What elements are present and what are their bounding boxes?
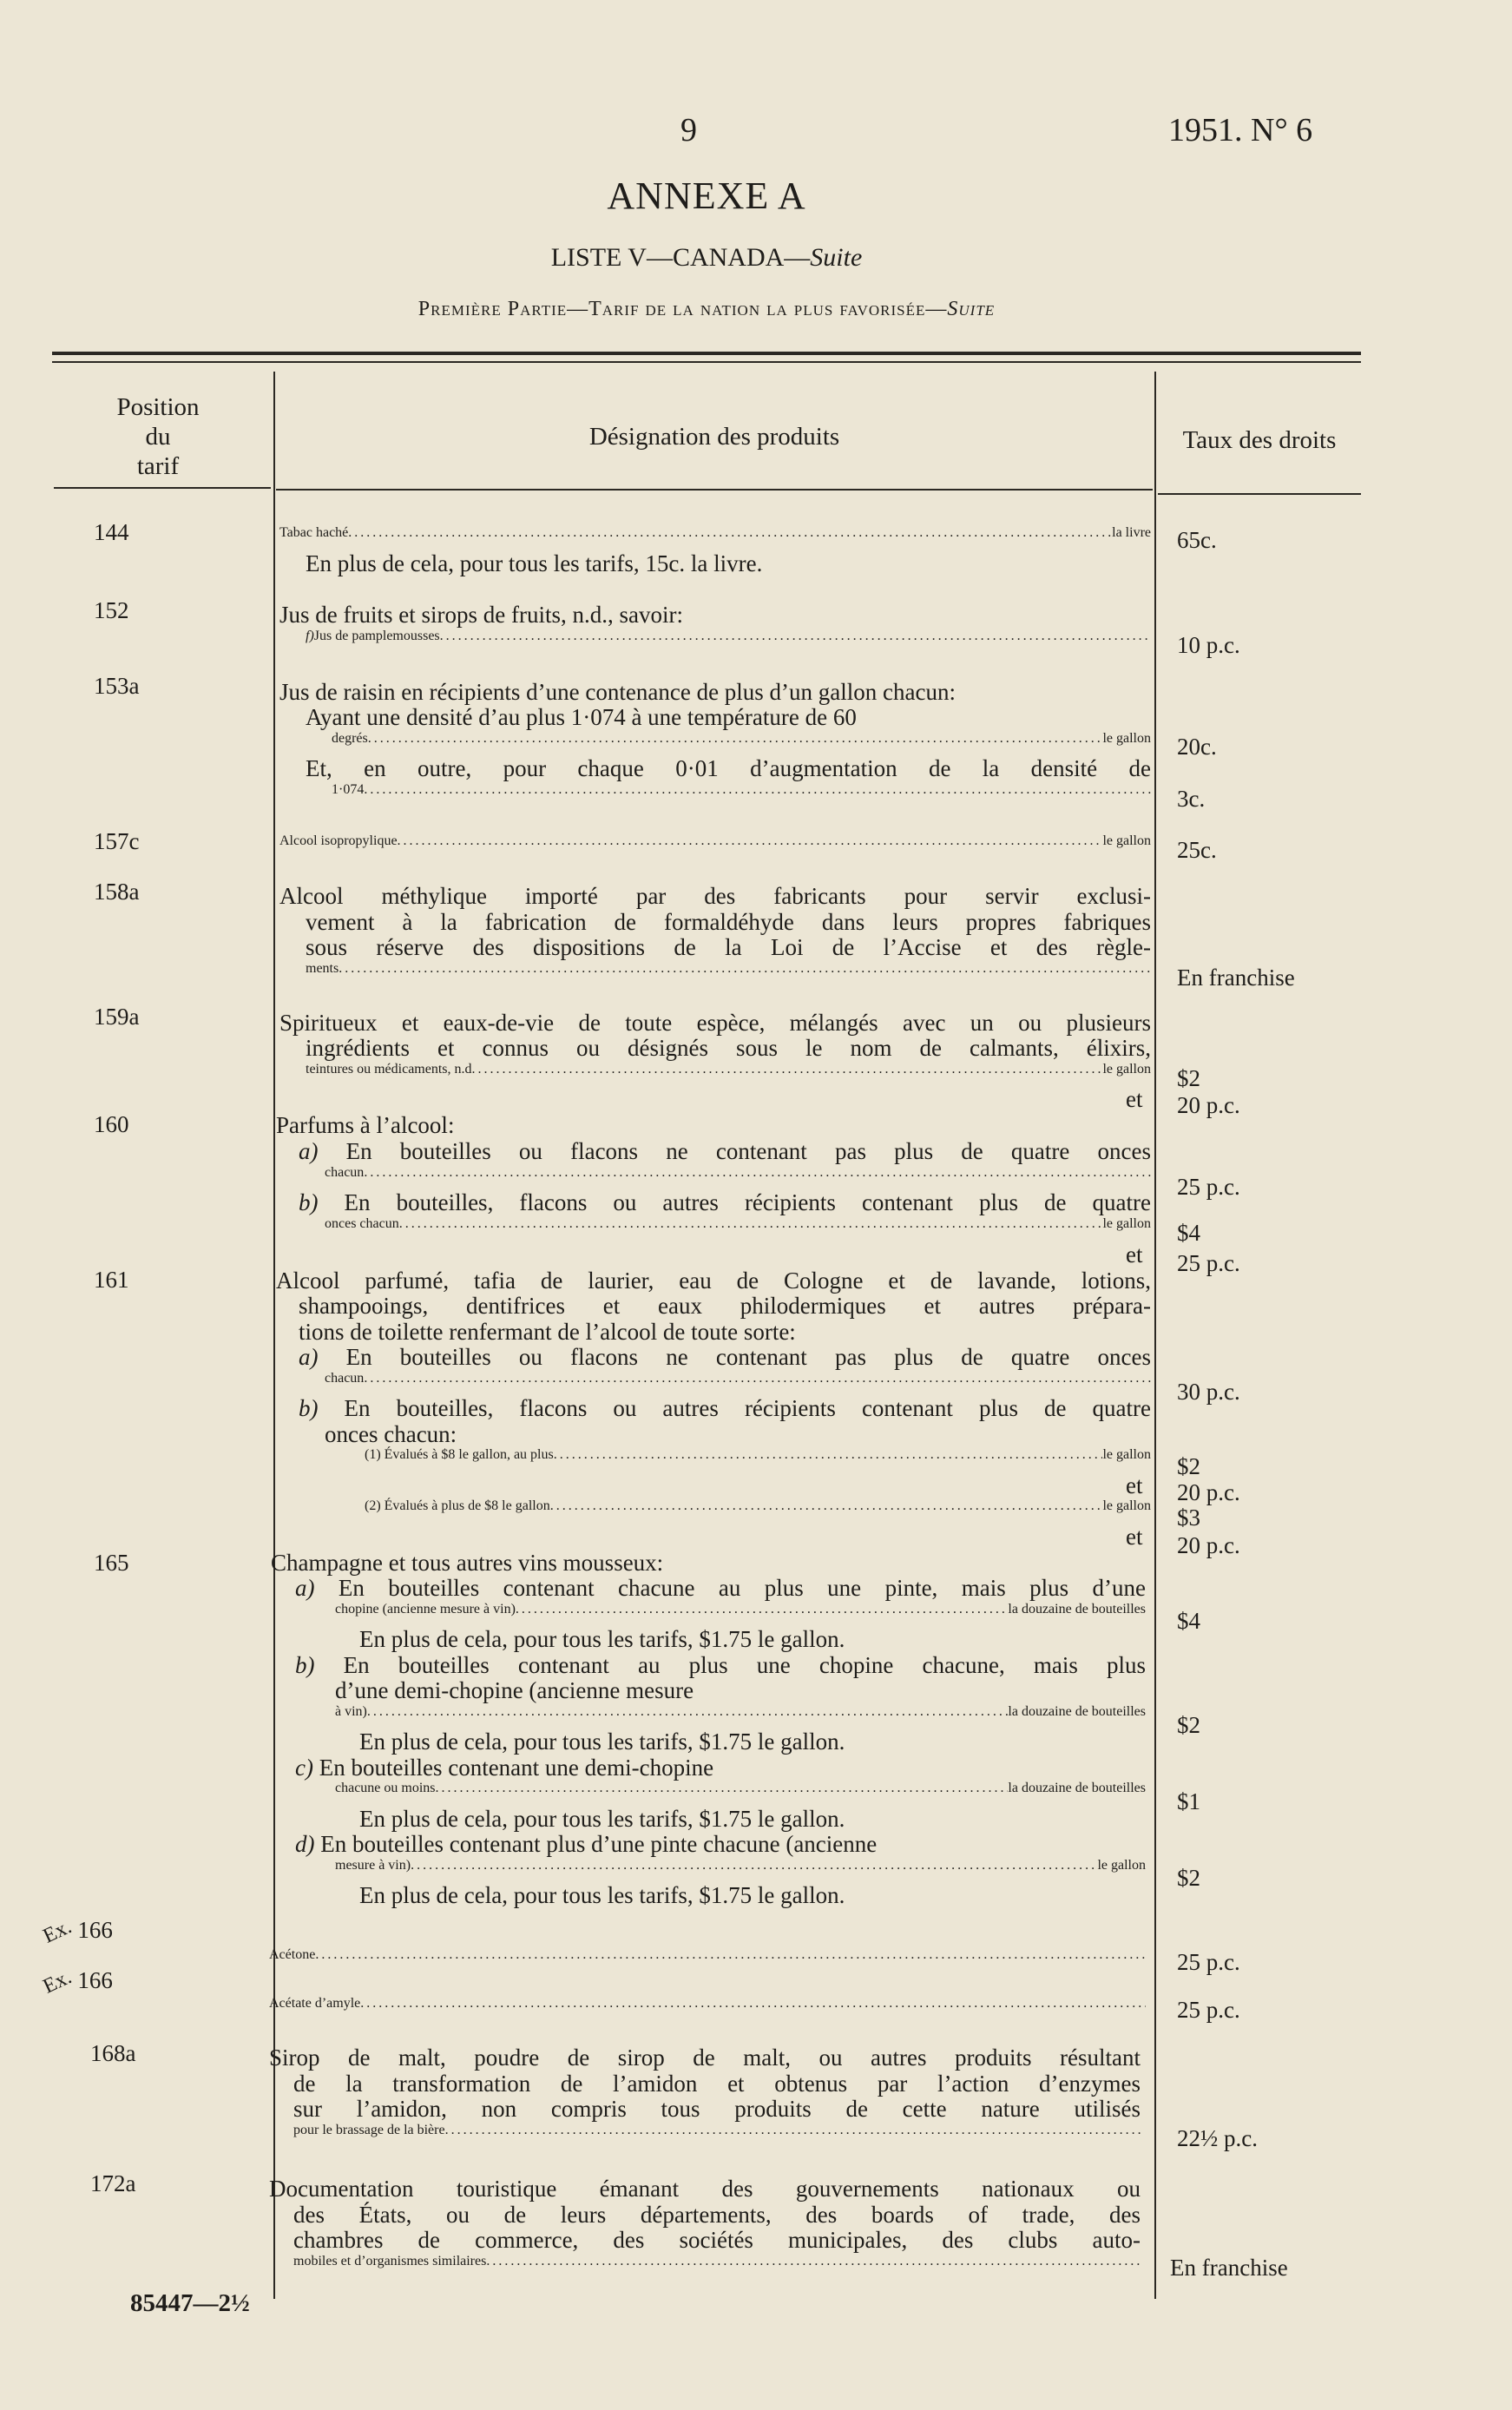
position-152: 152 xyxy=(94,597,129,623)
designation-text: onces chacun: xyxy=(325,1421,457,1447)
designation-text: Ayant une densité d’au plus 1·074 à une température de 60 xyxy=(306,704,857,730)
designation-et: et xyxy=(1126,1086,1143,1112)
designation-text: Sirop de malt, poudre de sirop de malt, ou autres produits résultant xyxy=(269,2045,1141,2071)
designation-text: degrés xyxy=(332,731,368,746)
rate-166-a: 25 p.c. xyxy=(1177,1949,1240,1975)
rate-160-b2: 25 p.c. xyxy=(1177,1250,1240,1276)
designation-unit: le gallon xyxy=(1097,1858,1146,1873)
leader-dots xyxy=(364,782,1151,798)
liste-suite: Suite xyxy=(810,243,863,272)
rate-161-s1a: $2 xyxy=(1177,1453,1200,1479)
item-label: b) xyxy=(295,1652,315,1678)
designation-text: En bouteilles ou flacons ne contenant pas plus de quatre onces xyxy=(318,1344,1151,1370)
designation-text: chambres de commerce, des sociétés municipales, des clubs auto- xyxy=(293,2227,1141,2253)
position-161: 161 xyxy=(94,1267,129,1293)
rate-153a-1: 20c. xyxy=(1177,734,1217,760)
leader-dots xyxy=(367,1704,1009,1720)
designation-text: En bouteilles contenant plus d’une pinte chacune (ancienne xyxy=(314,1831,878,1857)
position-158a: 158a xyxy=(94,879,140,905)
position-144: 144 xyxy=(94,519,129,545)
designation-text: chacune ou moins xyxy=(335,1781,436,1795)
item-label: f) xyxy=(306,629,314,643)
item-label: c) xyxy=(295,1755,313,1781)
annex-title: ANNEXE A xyxy=(607,174,806,217)
designation-line xyxy=(325,1165,1151,1191)
designation-text: mesure à vin) xyxy=(335,1858,411,1873)
designation-text: d’une demi-chopine (ancienne mesure xyxy=(335,1677,694,1703)
designation-heading: Jus de fruits et sirops de fruits, n.d., savoir: xyxy=(279,602,683,628)
designation-line xyxy=(335,1602,1146,1628)
leader-dots xyxy=(445,2123,1141,2138)
designation-text: chopine (ancienne mesure à vin) xyxy=(335,1602,516,1617)
position-line-2: du xyxy=(145,423,171,451)
leader-dots xyxy=(411,1858,1097,1873)
partie-text: Première Partie—Tarif de la nation la plus favorisée— xyxy=(417,298,948,320)
rate-161-a: 30 p.c. xyxy=(1177,1379,1240,1405)
rate-165-d: $2 xyxy=(1177,1865,1200,1891)
leader-dots xyxy=(486,2254,1141,2269)
designation-heading: Jus de raisin en récipients d’une contenance de plus d’un gallon chacun: xyxy=(279,679,956,705)
leader-dots xyxy=(339,961,1151,977)
designation-note: En plus de cela, pour tous les tarifs, $1.75 le gallon. xyxy=(359,1728,845,1755)
rate-159a-1: $2 xyxy=(1177,1065,1200,1091)
designation-et: et xyxy=(1126,1241,1143,1268)
designation-text: pour le brassage de la bière xyxy=(293,2123,445,2137)
top-rule-thin xyxy=(52,361,1361,363)
designation-text: Alcool isopropylique xyxy=(279,833,398,848)
designation-subitem-b xyxy=(295,1653,1146,1679)
designation-unit: la douzaine de bouteilles xyxy=(1008,1602,1146,1617)
designation-text: Alcool parfumé, tafia de laurier, eau de Cologne et de lavande, lotions, xyxy=(276,1268,1151,1294)
rate-158a: En franchise xyxy=(1177,965,1295,991)
rate-165-c: $1 xyxy=(1177,1788,1200,1814)
rate-161-s1b: 20 p.c. xyxy=(1177,1479,1240,1505)
column-header-designation: Désignation des produits xyxy=(588,423,840,451)
rate-144: 65c. xyxy=(1177,527,1217,553)
designation-text: En bouteilles contenant chacune au plus une pinte, mais plus d’une xyxy=(314,1575,1146,1601)
header-rule-taux xyxy=(1158,493,1361,495)
rate-161-s2b: 20 p.c. xyxy=(1177,1532,1240,1558)
rate-172a: En franchise xyxy=(1170,2255,1288,2281)
designation-line xyxy=(325,1216,1151,1242)
rate-161-s2a: $3 xyxy=(1177,1505,1200,1531)
designation-subitem-b xyxy=(299,1190,1151,1216)
designation-subitem-b xyxy=(299,1396,1151,1422)
designation-text: En bouteilles contenant au plus une chopine chacune, mais plus xyxy=(314,1652,1146,1678)
leader-dots xyxy=(348,525,1112,541)
designation-text: chacun xyxy=(325,1371,365,1386)
designation-text: Et, en outre, pour chaque 0·01 d’augmentation de la densité de xyxy=(306,755,1151,781)
leader-dots xyxy=(360,1996,1146,2012)
designation-line xyxy=(269,1947,1146,1973)
ex-marker: Ex. xyxy=(39,1915,76,1948)
year-number: 1951. N° 6 xyxy=(1168,112,1313,148)
designation-et: et xyxy=(1126,1472,1143,1498)
designation-text: Acétate d’amyle xyxy=(269,1996,361,2011)
designation-text: Tabac haché xyxy=(279,525,349,540)
liste-title xyxy=(0,243,1413,273)
designation-line xyxy=(293,2254,1141,2280)
rate-165-b: $2 xyxy=(1177,1712,1200,1738)
designation-et: et xyxy=(1126,1524,1143,1550)
position-line-3: tarif xyxy=(136,452,180,480)
designation-text: à vin) xyxy=(335,1704,367,1719)
partie-title xyxy=(0,298,1413,321)
designation-text: En bouteilles, flacons ou autres récipients contenant plus de quatre xyxy=(318,1189,1151,1215)
position-number: 166 xyxy=(77,1917,113,1943)
designation-unit: la douzaine de bouteilles xyxy=(1008,1704,1146,1719)
item-label: a) xyxy=(295,1575,315,1601)
page-number: 9 xyxy=(680,112,697,148)
designation-subitem-d xyxy=(295,1832,877,1858)
rate-166-b: 25 p.c. xyxy=(1177,1997,1240,2023)
designation-text: Spiritueux et eaux-de-vie de toute espèce, mélangés avec un ou plusieurs xyxy=(279,1010,1151,1036)
position-159a: 159a xyxy=(94,1004,140,1030)
liste-text: LISTE V—CANADA— xyxy=(550,243,811,272)
designation-unit: le gallon xyxy=(1102,1216,1151,1231)
designation-unit: la douzaine de bouteilles xyxy=(1008,1781,1146,1795)
leader-dots xyxy=(550,1498,1103,1514)
designation-subitem-a xyxy=(295,1576,1146,1602)
designation-line xyxy=(335,1704,1146,1730)
designation-text: En bouteilles, flacons ou autres récipients contenant plus de quatre xyxy=(318,1395,1151,1421)
designation-unit: le gallon xyxy=(1102,1498,1151,1513)
designation-text: teintures ou médicaments, n.d xyxy=(306,1062,472,1077)
leader-dots xyxy=(315,1947,1146,1963)
designation-line xyxy=(335,1858,1146,1884)
header-rule-designation xyxy=(276,489,1153,491)
leader-dots xyxy=(399,1216,1103,1232)
designation-heading: Parfums à l’alcool: xyxy=(276,1112,455,1138)
designation-text: des États, ou de leurs départements, des boards of trade, des xyxy=(293,2202,1141,2228)
designation-unit: le gallon xyxy=(1102,731,1151,746)
ex-marker: Ex. xyxy=(39,1966,76,1998)
position-172a: 172a xyxy=(90,2170,136,2196)
position-ex-166-a xyxy=(39,1915,113,1948)
designation-line xyxy=(332,731,1151,757)
designation-line xyxy=(365,1498,1151,1524)
rate-160-a: 25 p.c. xyxy=(1177,1174,1240,1200)
column-header-position xyxy=(62,392,253,481)
designation-text: En bouteilles contenant une demi-chopine xyxy=(312,1755,714,1781)
rate-152: 10 p.c. xyxy=(1177,632,1240,658)
designation-line xyxy=(293,2123,1141,2149)
designation-text: de la transformation de l’amidon et obtenus par l’action d’enzymes xyxy=(293,2071,1141,2097)
rate-159a-2: 20 p.c. xyxy=(1177,1092,1240,1118)
designation-line xyxy=(269,1996,1146,2022)
designation-unit: le gallon xyxy=(1102,1062,1151,1077)
position-153a: 153a xyxy=(94,673,140,699)
designation-note: En plus de cela, pour tous les tarifs, $1.75 le gallon. xyxy=(359,1806,845,1832)
designation-line xyxy=(306,1062,1151,1088)
designation-text: onces chacun xyxy=(325,1216,399,1231)
position-number: 166 xyxy=(77,1967,113,1993)
leader-dots xyxy=(554,1447,1103,1463)
designation-text: shampooings, dentifrices et eaux philodermiques et autres prépara- xyxy=(299,1293,1151,1319)
rate-168a: 22½ p.c. xyxy=(1177,2125,1258,2151)
designation-text: vement à la fabrication de formaldéhyde dans leurs propres fabriques xyxy=(306,909,1151,935)
rate-157c: 25c. xyxy=(1177,837,1217,863)
leader-dots xyxy=(364,1165,1151,1181)
rate-165-a: $4 xyxy=(1177,1608,1200,1634)
designation-unit: la livre xyxy=(1112,525,1151,540)
designation-line xyxy=(335,1781,1146,1807)
designation-text: chacun xyxy=(325,1165,365,1180)
designation-text: ingrédients et connus ou désignés sous le nom de calmants, élixirs, xyxy=(306,1035,1151,1061)
rate-160-b1: $4 xyxy=(1177,1220,1200,1246)
leader-dots xyxy=(364,1371,1151,1386)
footer-print-code: 85447—2½ xyxy=(130,2289,250,2317)
position-165: 165 xyxy=(94,1550,129,1576)
designation-text: Alcool méthylique importé par des fabricants pour servir exclusi- xyxy=(279,883,1151,909)
position-168a: 168a xyxy=(90,2040,136,2066)
designation-line xyxy=(279,525,1151,551)
partie-suite: Suite xyxy=(947,298,996,320)
designation-text: mobiles et d’organismes similaires xyxy=(293,2254,487,2268)
designation-text: Acétone xyxy=(269,1947,316,1962)
designation-text: (1) Évalués à $8 le gallon, au plus xyxy=(365,1447,554,1462)
designation-text: ments xyxy=(306,961,339,976)
designation-line xyxy=(279,833,1151,859)
leader-dots xyxy=(368,731,1103,747)
designation-subitem-c xyxy=(295,1755,713,1781)
designation-subitem-a xyxy=(299,1139,1151,1165)
leader-dots xyxy=(472,1062,1103,1077)
designation-text: 1·074 xyxy=(332,782,365,797)
designation-text: (2) Évalués à plus de $8 le gallon xyxy=(365,1498,550,1513)
leader-dots xyxy=(398,833,1103,849)
leader-dots xyxy=(436,1781,1009,1796)
designation-note: En plus de cela, pour tous les tarifs, 15c. la livre. xyxy=(306,550,763,576)
column-header-taux: Taux des droits xyxy=(1182,426,1337,454)
item-label: b) xyxy=(299,1395,319,1421)
designation-text: tions de toilette renfermant de l’alcool de toute sorte: xyxy=(299,1319,796,1345)
item-label: a) xyxy=(299,1138,319,1164)
leader-dots xyxy=(516,1602,1008,1617)
designation-subitem-a xyxy=(299,1345,1151,1371)
item-label: a) xyxy=(299,1344,319,1370)
designation-text: Documentation touristique émanant des gouvernements nationaux ou xyxy=(269,2176,1141,2202)
designation-line xyxy=(365,1447,1151,1473)
designation-note: En plus de cela, pour tous les tarifs, $1.75 le gallon. xyxy=(359,1882,845,1908)
designation-text: En bouteilles ou flacons ne contenant pas plus de quatre onces xyxy=(318,1138,1151,1164)
item-label: b) xyxy=(299,1189,319,1215)
top-rule-thick xyxy=(52,352,1361,355)
designation-note: En plus de cela, pour tous les tarifs, $1.75 le gallon. xyxy=(359,1626,845,1652)
designation-line xyxy=(306,629,1151,655)
header-rule-position xyxy=(54,487,271,489)
designation-heading: Champagne et tous autres vins mousseux: xyxy=(271,1550,664,1576)
position-line-1: Position xyxy=(116,393,200,421)
designation-unit: le gallon xyxy=(1102,1447,1151,1462)
rate-153a-2: 3c. xyxy=(1177,786,1206,812)
column-divider-right xyxy=(1154,372,1156,2299)
designation-line xyxy=(332,782,1151,808)
position-160: 160 xyxy=(94,1111,129,1137)
designation-text: Jus de pamplemousses xyxy=(313,629,440,643)
designation-text: sous réserve des dispositions de la Loi de l’Accise et des règle- xyxy=(306,934,1151,960)
leader-dots xyxy=(440,629,1151,644)
item-label: d) xyxy=(295,1831,315,1857)
designation-line xyxy=(306,961,1151,987)
designation-line xyxy=(325,1371,1151,1397)
designation-text: sur l’amidon, non compris tous produits de cette nature utilisés xyxy=(293,2096,1141,2122)
position-157c: 157c xyxy=(94,828,140,854)
designation-unit: le gallon xyxy=(1102,833,1151,848)
position-ex-166-b xyxy=(39,1966,113,1998)
